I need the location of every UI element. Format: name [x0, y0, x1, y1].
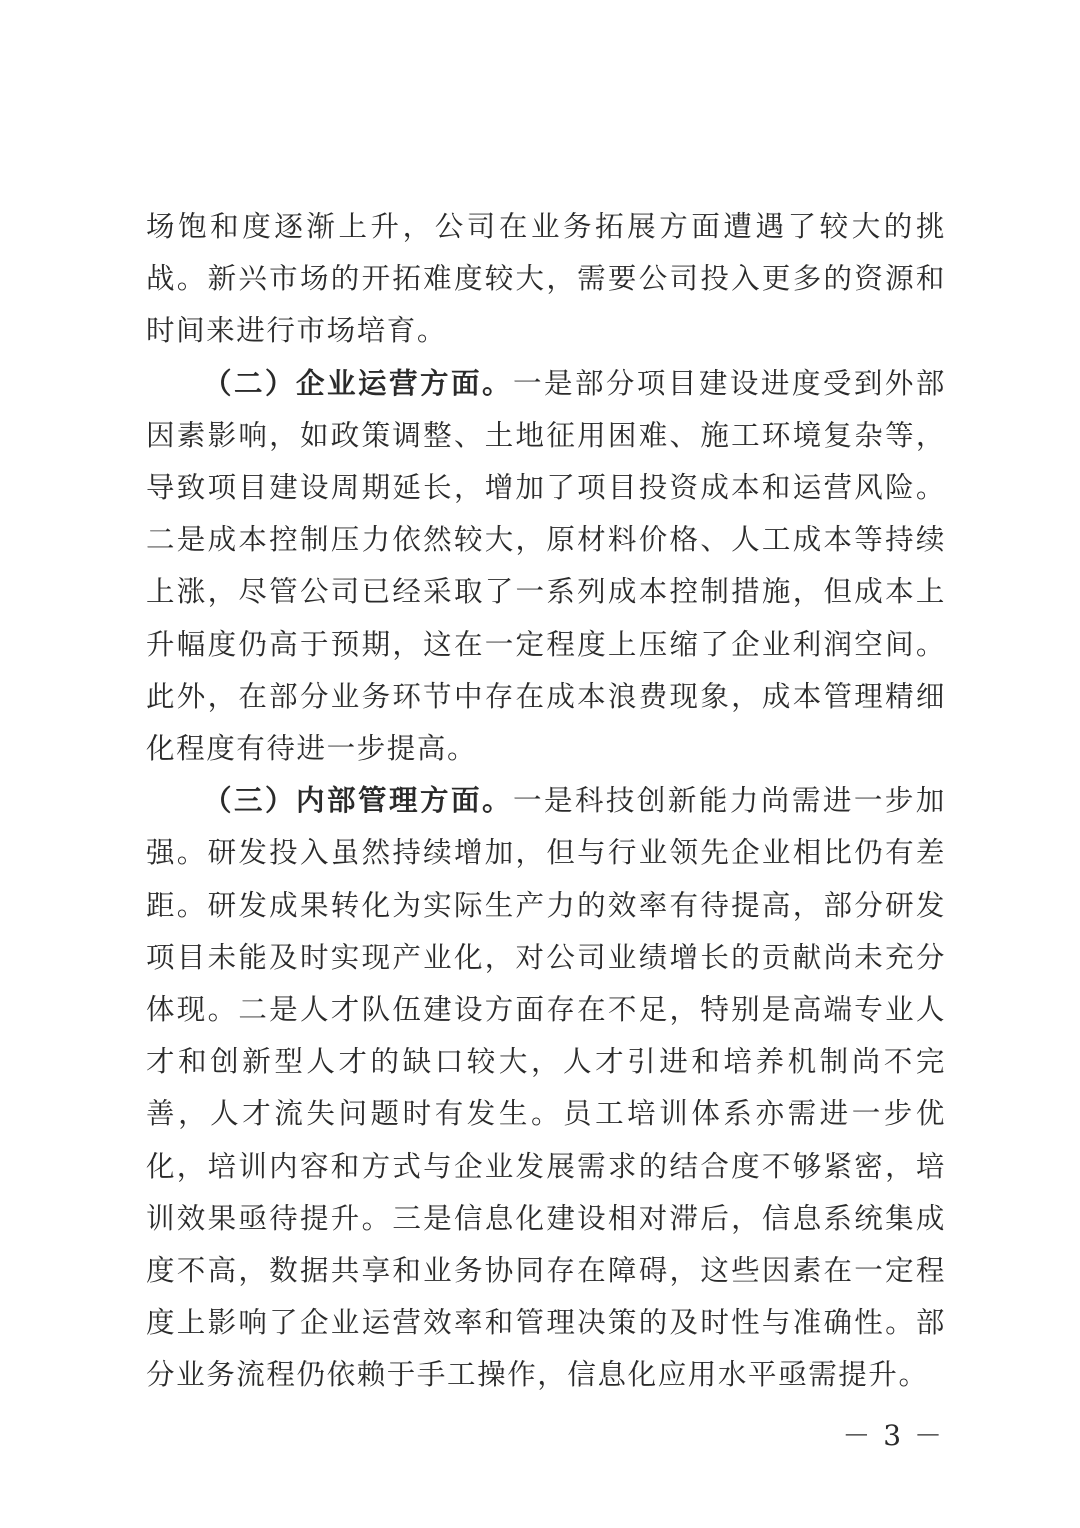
- paragraph-enterprise-operations: [146, 358, 946, 776]
- paragraph-text: 一是科技创新能力尚需进一步加强。研发投入虽然持续增加，但与行业领先企业相比仍有差距。研发成果转化为实际生产力的效率有待提高，部分研发项目未能及时实现产业化，对公司业绩增长的贡献尚未充分体现。二是人才队伍建设方面存在不足，特别是高端专业人才和创新型人才的缺口较大，人才引进和培养机制尚不完善，人才流失问题时有发生。员工培训体系亦需进一步优化，培训内容和方式与企业发展需求的结合度不够紧密，培训效果亟待提升。三是信息化建设相对滞后，信息系统集成度不高，数据共享和业务协同存在障碍，这些因素在一定程度上影响了企业运营效率和管理决策的及时性与准确性。部分业务流程仍依赖于手工操作，信息化应用水平亟需提升。: [146, 784, 946, 1392]
- page-number: － 3 －: [842, 1419, 944, 1452]
- body-text: [146, 201, 946, 1402]
- section-heading: （三）内部管理方面。: [203, 784, 513, 818]
- paragraph-text: 场饱和度逐渐上升，公司在业务拓展方面遭遇了较大的挑战。新兴市场的开拓难度较大，需要公司投入更多的资源和时间来进行市场培育。: [146, 210, 946, 348]
- paragraph-text: 一是部分项目建设进度受到外部因素影响，如政策调整、土地征用困难、施工环境复杂等，导致项目建设周期延长，增加了项目投资成本和运营风险。二是成本控制压力依然较大，原材料价格、人工成本等持续上涨，尽管公司已经采取了一系列成本控制措施，但成本上升幅度仍高于预期，这在一定程度上压缩了企业利润空间。此外，在部分业务环节中存在成本浪费现象，成本管理精细化程度有待进一步提高。: [146, 366, 946, 766]
- section-heading: （二）企业运营方面。: [203, 366, 513, 400]
- paragraph-internal-management: [146, 775, 946, 1401]
- paragraph-continuation: [146, 201, 946, 358]
